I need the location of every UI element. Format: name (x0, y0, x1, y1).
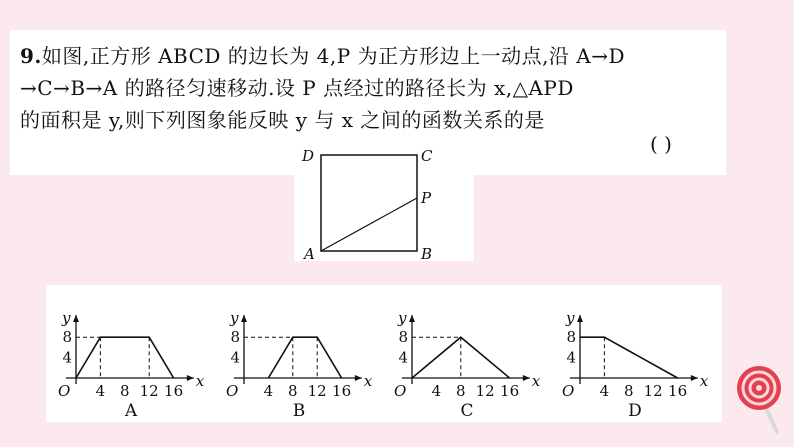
x-tick-label-b-12: 12 (307, 382, 327, 400)
y-axis-arrow-c (409, 315, 415, 322)
y-axis-label-d: y (566, 309, 575, 327)
options-card (46, 285, 722, 422)
x-tick-label-a-8: 8 (120, 382, 130, 400)
x-axis-arrow-d (691, 375, 698, 381)
y-tick-label-d-8: 8 (566, 328, 576, 347)
x-tick-label-d-4: 4 (599, 382, 610, 400)
origin-label-b: O (226, 382, 239, 400)
y-tick-label-c-4: 4 (398, 348, 408, 367)
origin-label-c: O (394, 382, 407, 400)
option-label-d: D (628, 401, 642, 421)
y-axis-label-b: y (230, 309, 239, 327)
question-text-1: 如图,正方形 ABCD 的边长为 4,P 为正方形边上一动点,沿 A→D (41, 44, 626, 68)
series-line-c (412, 337, 510, 378)
x-tick-label-c-12: 12 (475, 382, 495, 400)
answer-bracket: ( ) (650, 132, 672, 156)
y-tick-label-c-8: 8 (398, 328, 408, 347)
option-charts (46, 285, 722, 422)
x-tick-label-d-12: 12 (643, 382, 663, 400)
square-abcd (321, 155, 417, 251)
x-tick-label-a-4: 4 (95, 382, 106, 400)
option-label-c: C (460, 401, 474, 421)
y-axis-arrow-a (73, 315, 79, 322)
option-label-b: B (292, 401, 306, 421)
x-tick-label-b-4: 4 (263, 382, 274, 400)
lollipop-icon (733, 362, 789, 434)
question-number: 9. (20, 44, 42, 68)
x-tick-label-b-16: 16 (332, 382, 352, 400)
x-tick-label-b-8: 8 (288, 382, 298, 400)
square-diagram (294, 143, 474, 261)
origin-label-a: O (58, 382, 71, 400)
y-axis-arrow-d (577, 315, 583, 322)
x-axis-arrow-b (355, 375, 362, 381)
segment-ap (321, 198, 417, 251)
y-axis-label-c: y (398, 309, 407, 327)
x-axis-label-c: x (531, 372, 541, 390)
y-tick-label-d-4: 4 (566, 348, 576, 367)
x-axis-arrow-a (187, 375, 194, 381)
label-d: D (302, 147, 315, 165)
x-tick-label-c-4: 4 (431, 382, 442, 400)
x-tick-label-d-8: 8 (624, 382, 634, 400)
question-line-2: →C→B→A 的路径匀速移动.设 P 点经过的路径长为 x,△APD (20, 76, 574, 100)
label-p: P (421, 189, 432, 207)
option-label-a: A (124, 401, 138, 421)
question-line-1 (20, 40, 625, 69)
y-tick-label-a-8: 8 (62, 328, 72, 347)
series-line-b (268, 337, 341, 378)
x-tick-label-c-16: 16 (500, 382, 520, 400)
x-axis-label-d: x (699, 372, 709, 390)
series-line-a (76, 337, 174, 378)
y-tick-label-b-4: 4 (230, 348, 240, 367)
x-tick-label-c-8: 8 (456, 382, 466, 400)
series-line-d (580, 337, 678, 378)
x-axis-label-b: x (363, 372, 373, 390)
y-axis-label-a: y (62, 309, 71, 327)
label-a: A (304, 245, 315, 261)
question-line-3: 的面积是 y,则下列图象能反映 y 与 x 之间的函数关系的是 (20, 108, 545, 132)
x-tick-label-a-16: 16 (164, 382, 184, 400)
x-axis-arrow-c (523, 375, 530, 381)
label-c: C (421, 147, 433, 165)
x-axis-label-a: x (195, 372, 205, 390)
origin-label-d: O (562, 382, 575, 400)
y-tick-label-b-8: 8 (230, 328, 240, 347)
x-tick-label-a-12: 12 (139, 382, 159, 400)
y-axis-arrow-b (241, 315, 247, 322)
y-tick-label-a-4: 4 (62, 348, 72, 367)
x-tick-label-d-16: 16 (668, 382, 688, 400)
label-b: B (421, 245, 433, 261)
square-figure (294, 143, 474, 261)
